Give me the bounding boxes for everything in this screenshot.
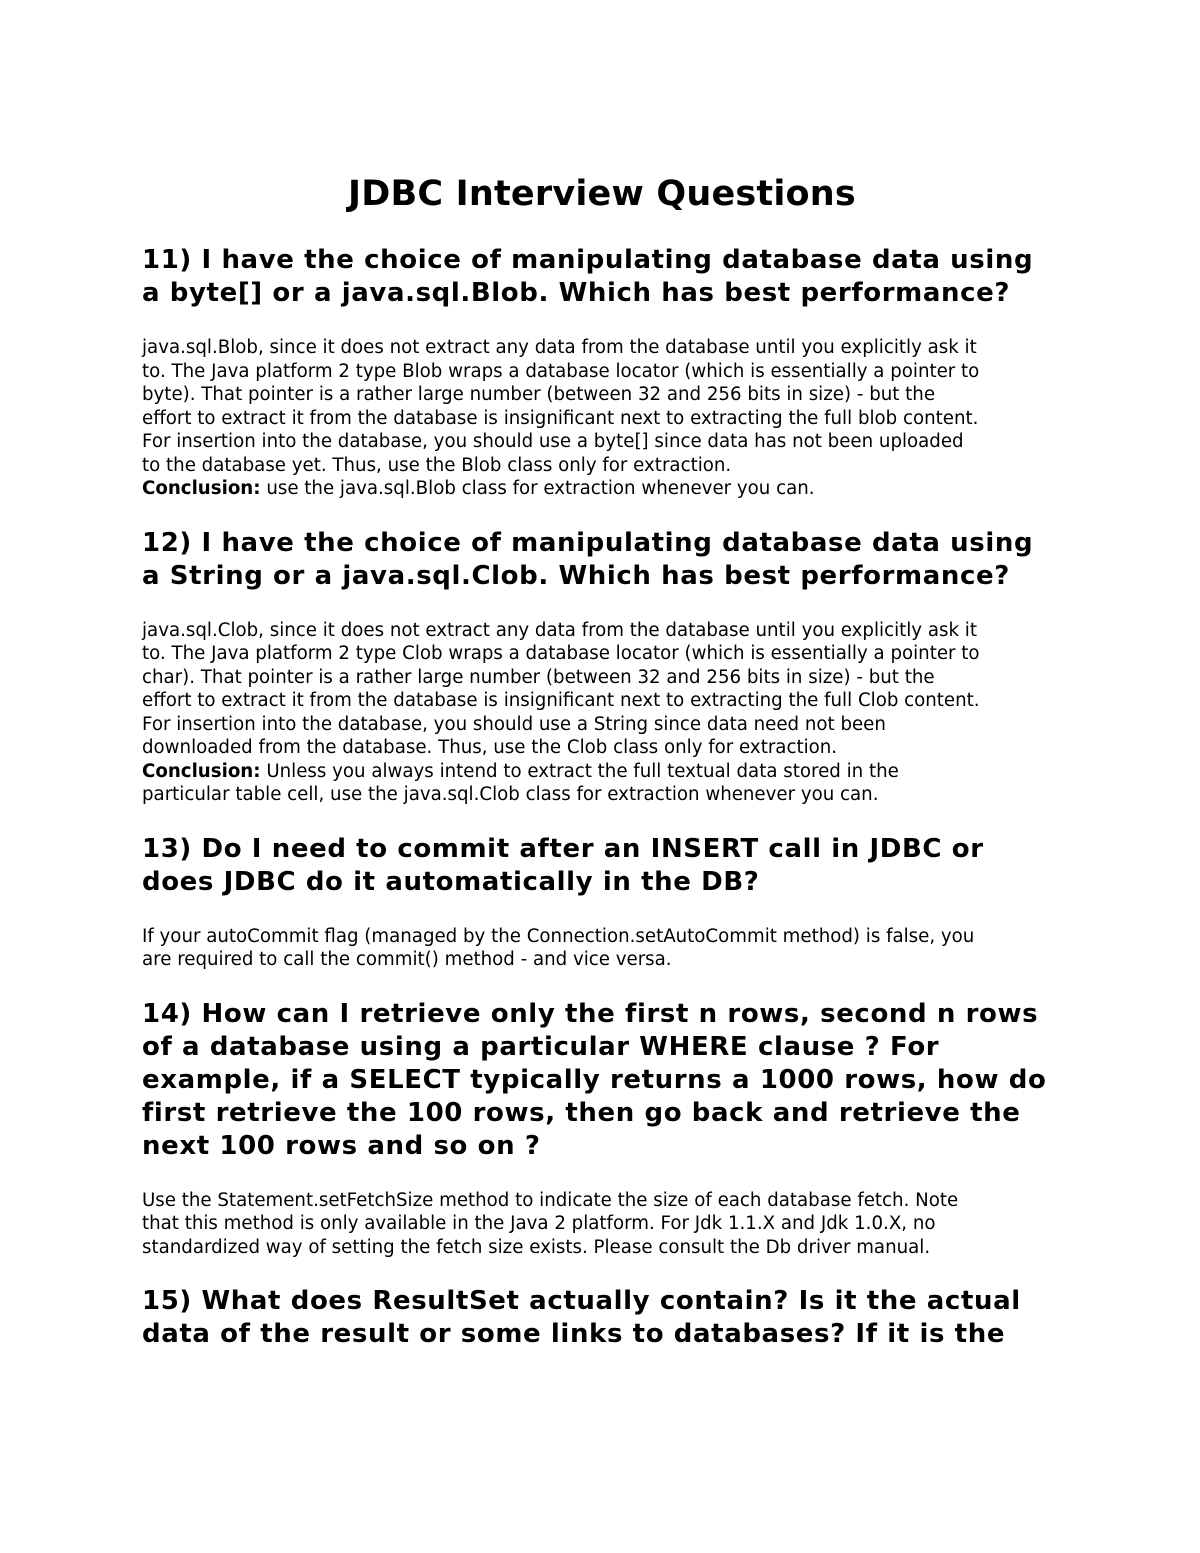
answer-text: java.sql.Blob, since it does not extract any data from the database until you explicitly ask it to. The Java platform 2 type Blob wraps a database locator (which is essentially a pointer to byte). That pointer is a rather large number (between 32 and 256 bits in size) - but the effort to extract it from the database is insignificant next to extracting the full blob content. For insertion into the database, you should use a byte[] since data has not been uploaded to the database yet. Thus, use the Blob class only for extraction. (142, 337, 980, 476)
question-heading: 13) Do I need to commit after an INSERT call in JDBC or does JDBC do it automatically in the DB? (142, 833, 984, 897)
question-section-11 (142, 244, 1062, 501)
conclusion-text: use the java.sql.Blob class for extraction whenever you can. (260, 478, 815, 499)
document-page (142, 172, 1062, 1377)
question-section-12 (142, 527, 1062, 807)
answer-text: java.sql.Clob, since it does not extract any data from the database until you explicitly ask it to. The Java platform 2 type Clob wraps a database locator (which is essentially a pointer to char). That pointer is a rather large number (between 32 and 256 bits in size) - but the effort to extract it from the database is insignificant next to extracting the full Clob content. For insertion into the database, you should use a String since data need not been downloaded from the database. Thus, use the Clob class only for extraction. (142, 619, 980, 758)
conclusion (142, 477, 1062, 501)
conclusion (142, 760, 1062, 807)
answer-text: If your autoCommit flag (managed by the Connection.setAutoCommit method) is false, you are required to call the commit() method - and vice versa. (142, 925, 975, 970)
question-section-14 (142, 998, 1062, 1260)
conclusion-label: Conclusion: (142, 760, 261, 782)
question-heading: 12) I have the choice of manipulating database data using a String or a java.sql.Clob. Which has best performance? (142, 527, 1034, 591)
question-section-13 (142, 833, 1062, 972)
question-section-15 (142, 1285, 1062, 1351)
conclusion-label: Conclusion: (142, 478, 261, 499)
question-heading: 11) I have the choice of manipulating database data using a byte[] or a java.sql.Blob. Which has best performance? (142, 245, 1034, 308)
question-heading: 14) How can I retrieve only the first n rows, second n rows of a database using a particular WHERE clause ? For example, if a SELECT typically returns a 1000 rows, how do first retrieve the 100 rows, then go back and retrieve the next 100 rows and so on ? (142, 998, 1047, 1161)
document-title: JDBC Interview Questions (348, 174, 856, 214)
question-heading: 15) What does ResultSet actually contain? Is it the actual data of the result or some links to databases? If it is the (142, 1286, 1021, 1349)
answer-text: Use the Statement.setFetchSize method to indicate the size of each database fetch. Note that this method is only available in the Java 2 platform. For Jdk 1.1.X and Jdk 1.0.X, no standardized way of setting the fetch size exists. Please consult the Db driver manual. (142, 1189, 959, 1258)
conclusion-text: Unless you always intend to extract the full textual data stored in the particular table cell, use the java.sql.Clob class for extraction whenever you can. (142, 760, 899, 805)
